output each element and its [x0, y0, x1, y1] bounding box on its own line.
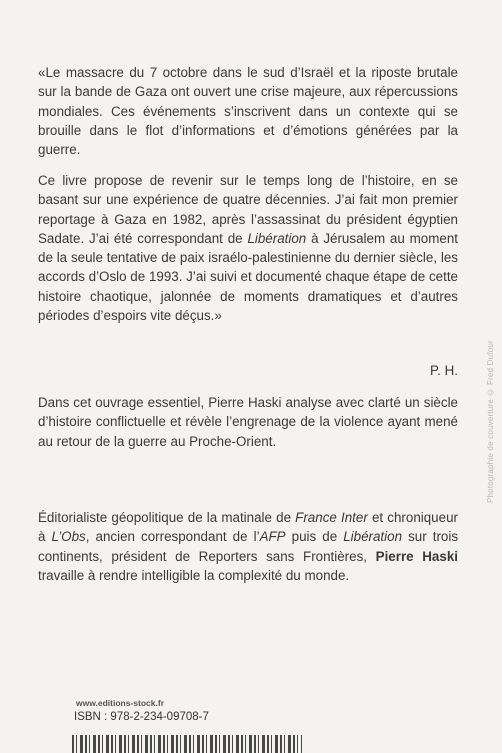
bio-italic-liberation: Libération: [343, 529, 403, 545]
bio-text-5: sur trois continents, président de Reporters sans Frontières,: [38, 529, 459, 564]
bio-author-name: Pierre Haski: [375, 548, 458, 564]
quote-paragraph-2-part1: Ce livre propose de revenir sur le temps long de l’histoire, en se basant sur une expérience de quatre décennies. J’ai fait mon premier reportage à Gaza en 1982, après l’assassinat du président égyptien Sadate. J’ai été correspondant de: [38, 173, 458, 246]
quote-paragraph-2-text: [38, 171, 458, 325]
quote-paragraph-1: [38, 63, 458, 159]
quote-paragraph-2: [38, 171, 458, 325]
summary-text: Dans cet ouvrage essentiel, Pierre Haski analyse avec clarté un siècle d’histoire conflictuelle et révèle l’engrenage de la violence ayant mené au retour de la guerre au Proche-Orient.: [38, 395, 458, 449]
bio-text-3: , ancien correspondant de l’: [85, 529, 260, 545]
bio-italic-france-inter: France Inter: [295, 510, 368, 525]
barcode: [72, 735, 302, 753]
bio-text-6: travaille à rendre intelligible la complexité du monde.: [38, 567, 350, 583]
summary-paragraph: [38, 393, 458, 451]
bio-text-2: et chroniqueur à: [38, 510, 458, 545]
cover-photo-credit: Photographie de couverture © Fred Dufour: [486, 340, 495, 503]
quote-paragraph-2-part2: à Jérusalem au moment de la seule tentative de paix israélo-palestinienne du dernier siècle, les accords d’Oslo de 1993. J’ai suivi et documenté chaque étape de cette histoire chaotique, jalonnée de moments dramatiques et d’autres périodes d’espoirs vite déçus.»: [38, 230, 458, 324]
publisher-website: www.editions-stock.fr: [76, 698, 165, 708]
bio-italic-lobs: L’Obs: [51, 529, 86, 545]
bio-text-4: puis de: [285, 529, 344, 545]
isbn-number: ISBN : 978-2-234-09708-7: [74, 711, 209, 723]
author-bio: [38, 508, 458, 585]
quote-paragraph-2-italic: Libération: [247, 230, 307, 246]
quote-paragraph-1-text: «Le massacre du 7 octobre dans le sud d’Israël et la riposte brutale sur la bande de Gaza ont ouvert une crise majeure, aux répercussions mondiales. Ces événements s’inscrivent dans un contexte qui se brouille dans le flot d’informations et d’émotions générées par la guerre.: [38, 65, 458, 158]
author-bio-text: [38, 508, 458, 585]
bio-text-1: Éditorialiste géopolitique de la matinale de: [38, 510, 296, 525]
quote-signature: P. H.: [429, 363, 458, 378]
bio-italic-afp: AFP: [259, 529, 286, 545]
